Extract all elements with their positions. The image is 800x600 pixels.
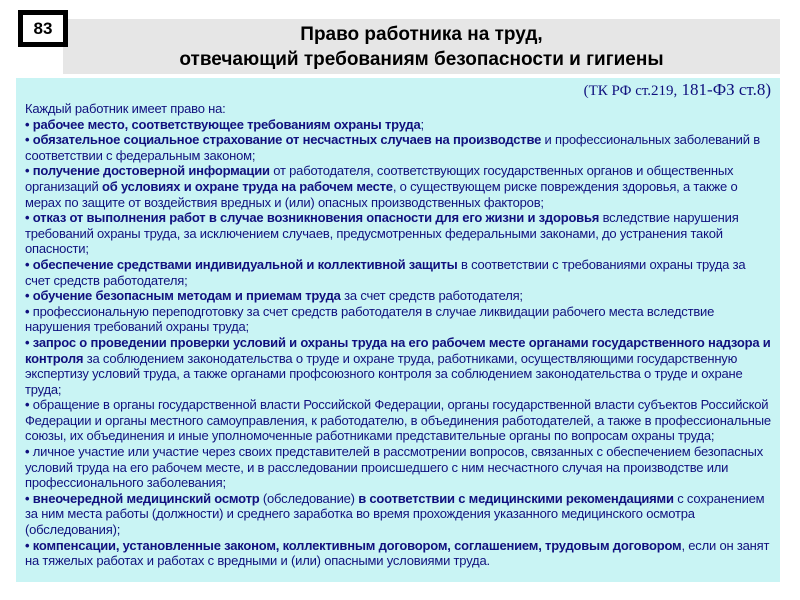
list-item-text: ; [420,116,424,132]
list-item [25,335,771,397]
list-item-text: в соответствии с медицинскими рекомендациями [358,490,674,506]
list-item [25,132,771,163]
list-item-text: обеспечение средствами индивидуальной и коллективной защиты [32,256,458,272]
list-item-text: компенсации, установленные законом, коллективным договором, соглашением, трудовым договором [32,537,682,553]
bullet-icon: • [25,132,33,148]
list-item-text: с сохранением за ним места работы (должности) и среднего заработка во время прохождения указанного медицинского осмотра (обследования); [25,490,765,538]
bullet-icon: • [25,116,33,132]
list-item-text: обращение в органы государственной власти Российской Федерации, органы государственной власти субъектов Российской Федерации и органы местного самоуправления, к работодателю, в объединения работодателей, а также в профессиональные союзы, их объединения и иные уполномоченные работниками представительные органы по вопросам охраны труда; [25,397,771,444]
list-item [25,257,771,288]
list-item-text: внеочередной медицинский осмотр [32,490,260,506]
bullet-icon: • [25,288,33,304]
list-item [25,163,771,210]
bullet-icon: • [25,163,33,179]
list-item [25,288,771,304]
list-item-text: об условиях и охране труда на рабочем месте [101,178,393,194]
list-item-text: получение достоверной информации [32,163,270,179]
slide-title-line1: Право работника на труд, [300,24,543,45]
list-item-text: от работодателя, соответствующих государственных органов и общественных организаций [25,163,734,194]
list-item [25,538,771,569]
intro-line: Каждый работник имеет право на: [25,101,226,116]
list-item-text: отказ от выполнения работ в случае возникновения опасности для его жизни и здоровья [32,210,600,226]
list-item [25,491,771,538]
bullet-icon: • [25,444,33,460]
slide-number-badge: 83 [18,10,68,47]
title-bar [63,19,780,74]
list-item-text: профессиональную переподготовку за счет средств работодателя в случае ликвидации рабочего места вследствие нарушения требований охраны труда; [25,303,715,335]
list-item-text: , о существующем риске повреждения здоровья, а также о мерах по защите от воздействия вредных и (или) опасных производственных факторов; [25,178,738,210]
list-item-text: и профессиональных заболеваний в соответствии с федеральным законом; [25,132,760,163]
list-item [25,117,771,133]
list-item-text: личное участие или участие через своих представителей в рассмотрении вопросов, связанных с обеспечением безопасных условий труда на его рабочем месте, и в расследовании происшедшего с ним несчастного случая на производстве или профессионального заболевания; [25,444,763,491]
bullet-icon: • [25,490,33,506]
list-item [25,304,771,335]
content-panel [16,78,780,582]
bullet-icon: • [25,256,33,272]
legal-reference [25,80,771,101]
list-item [25,210,771,257]
list-item-text: вследствие нарушения требований охраны труда, за исключением случаев, предусмотренных федеральными законами, до устранения такой опасности; [25,210,739,257]
list-item-text: запрос о проведении проверки условий и охраны труда на его рабочем месте органами государственного надзора и контроля [25,334,771,366]
list-item-text: за счет средств работодателя; [340,288,523,304]
bullet-icon: • [25,397,33,413]
bullet-list [25,117,771,569]
bullet-icon: • [25,334,33,350]
list-item-text: в соответствии с требованиями охраны труда за счет средств работодателя; [25,256,746,288]
slide-title-line2: отвечающий требованиям безопасности и гигиены [179,49,664,70]
list-item-text: (обследование) [259,490,359,506]
legal-reference-law: 181-ФЗ ст.8) [677,80,771,99]
list-item [25,444,771,491]
list-item [25,397,771,444]
bullet-icon: • [25,537,33,553]
list-item-text: за соблюдением законодательства о труде и охране труда, работниками, осуществляющими государственную экспертизу условий труда, а также органами профсоюзного контроля за соблюдением законодательства о труде и охране труда; [25,350,743,397]
list-item-text: , если он занят на тяжелых работах и работах с вредными и (или) опасными условиями труда. [25,537,770,569]
bullet-icon: • [25,210,33,226]
list-item-text: обучение безопасным методам и приемам труда [32,288,341,304]
bullet-icon: • [25,303,33,319]
list-item-text: рабочее место, соответствующее требованиям охраны труда [32,116,421,132]
legal-reference-code: (ТК РФ ст.219, [583,83,678,99]
list-item-text: обязательное социальное страхование от несчастных случаев на производстве [32,132,542,148]
